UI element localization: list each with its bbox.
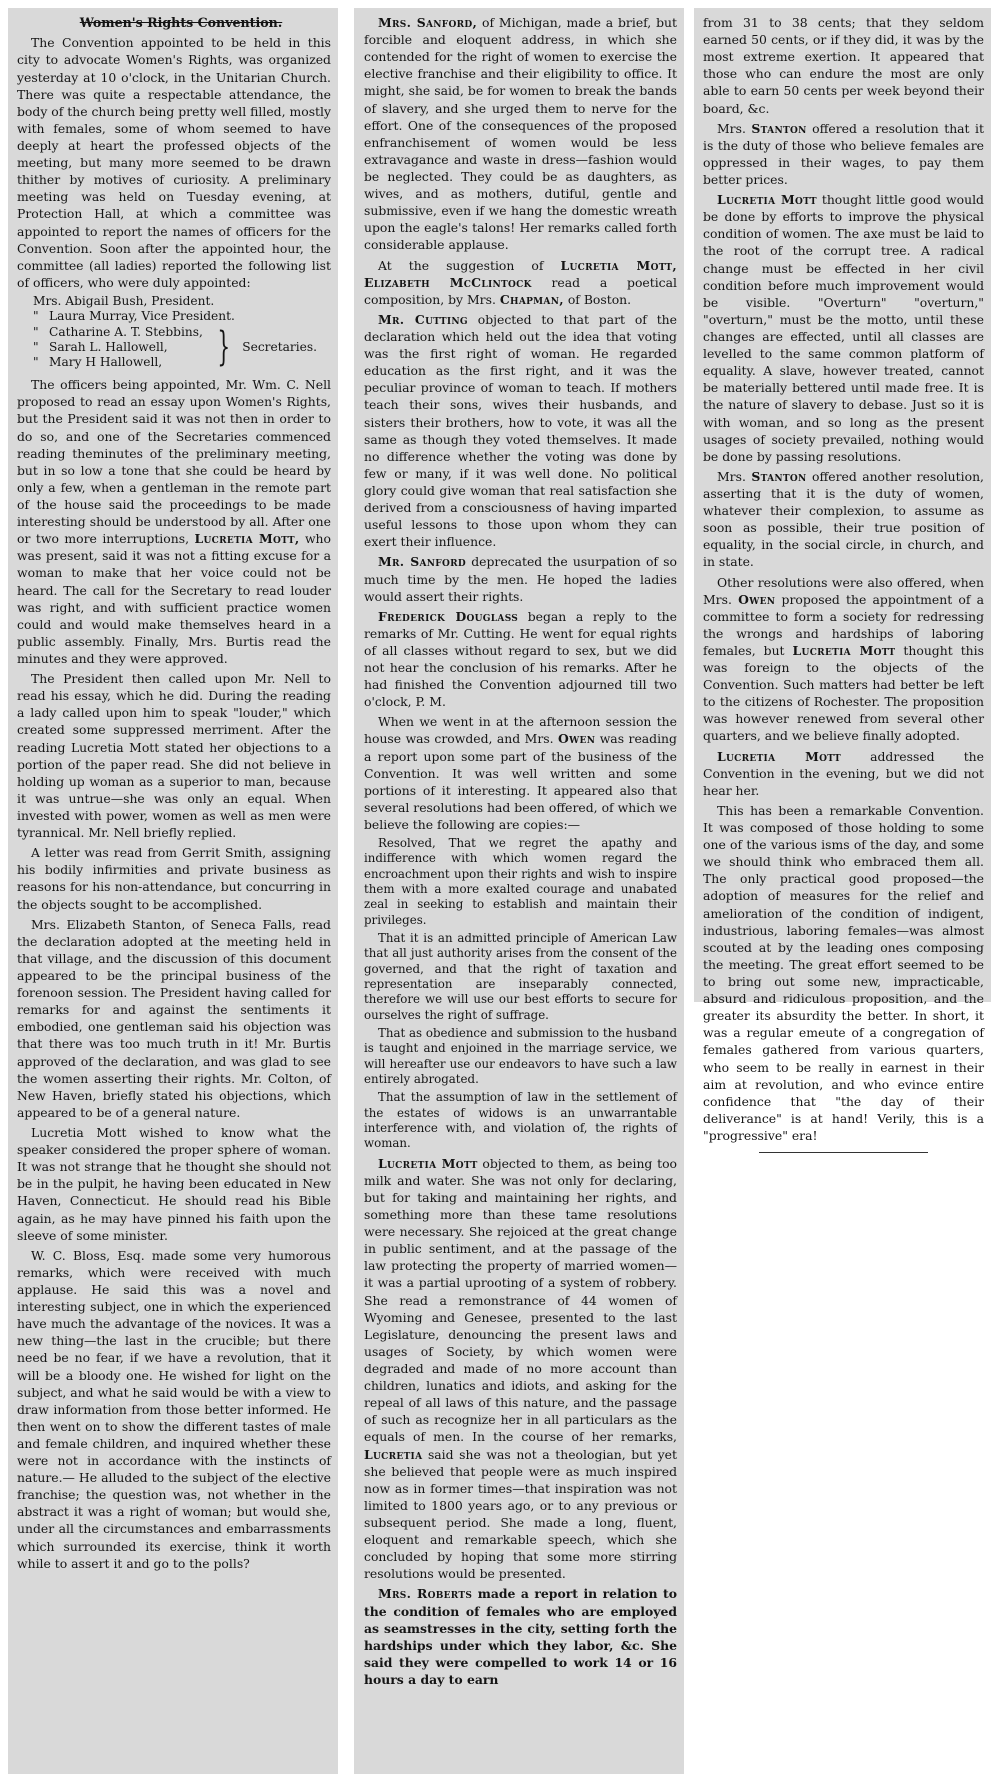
paragraph-stanton-declaration: Mrs. Elizabeth Stanton, of Seneca Falls, read the declaration adopted at the meeting held in that village, and the discussion of this document appeared to be the principal business of the forenoon session. The President having called for remarks for and against the sentiments it embodied, one gentleman said his objection was that there was too much truth in it! Mr. Burtis approved of the declaration, and was glad to see the women asserting their rights. Mr. Colton, of New Haven, briefly stated his objections, which appeared to be of a general nature. [17, 916, 331, 1120]
paragraph-roberts-report [364, 1585, 677, 1688]
secretaries-label: Secretaries. [242, 339, 317, 354]
paragraph-text: At the suggestion of [378, 257, 544, 273]
paragraph-mott-milk-and-water [364, 1155, 677, 1583]
paragraph-text: read a poetical composition, by Mrs. [364, 274, 677, 307]
secretary-row [33, 355, 203, 370]
secretary-row [33, 325, 203, 340]
officer-secretaries [33, 325, 331, 371]
speaker-name: Lucretia Mott, [194, 531, 300, 547]
paragraph-text: When we went in at the afternoon session the house was crowded, and Mrs. [364, 714, 677, 747]
resolution-taxation: That it is an admitted principle of American Law that all just authority arises from the consent of the governed, and that the right of taxation and representation are inseparably connected, therefore we will use our best efforts to secure for ourselves the right of suffrage. [364, 931, 677, 1022]
speaker-name: Frederick Douglass [378, 608, 519, 624]
speaker-name: Chapman, [499, 291, 564, 307]
speaker-name: Stanton [751, 468, 807, 484]
speaker-name: Mr. Cutting [378, 311, 468, 327]
speaker-name: Lucretia Mott, Elizabeth [364, 257, 677, 290]
brace-glyph: } [217, 324, 230, 371]
secretary-name: Mary H Hallowell, [49, 355, 163, 370]
officer-vice-president [33, 309, 331, 324]
speaker-name: Lucretia Mott [717, 192, 817, 208]
paragraph-poetical-composition [364, 257, 677, 308]
ditto-mark: " [33, 324, 39, 339]
paragraph-text: objected to that part of the declaration which held out the idea that voting was the first right of woman. He regarded education as the first right, and it was the peculiar province of woman to teach. If mothers teach their sons, wives their husbands, and sisters their brothers, how to vote, it was all the same as though they voted themselves. It made no difference whether the voting was done by few or many, if it was well done. No political glory could give woman that real satisfaction she derived from a consciousness of having imparted useful lessons to those upon whom they can exert their influence. [364, 311, 677, 550]
speaker-name: Owen [558, 731, 596, 747]
paragraph-nell-essay-proposal [17, 376, 331, 667]
paragraph-sanford-usurpation [364, 553, 677, 604]
paragraph-text: Mrs. [717, 120, 746, 136]
speaker-name: Lucretia Mott [378, 1155, 478, 1171]
paragraph-sanford-address [364, 14, 677, 254]
paragraph-text: offered another resolution, asserting that it is the duty of women, whatever their complexion, to assume as soon as possible, their true position of equality, in the social circle, in church, and in state. [703, 468, 984, 570]
secretary-name: Sarah L. Hallowell, [49, 339, 168, 354]
ditto-mark: " [33, 355, 39, 370]
paragraph-text: Mrs. [717, 468, 746, 484]
column-3 [694, 8, 991, 1143]
column-2 [354, 8, 684, 1774]
paragraph-text: objected to them, as being too milk and water. She was not only for declaring, but for taking and maintaining her rights, and something more than these tame resolutions were necessary. She rejoiced at the great change in public sentiment, and at the passage of the law protecting the property of married women—it was a partial uprooting of a system of robbery. She read a remonstrance of 44 women of Wyoming and Genesee, presented to the last Legislature, denouncing the present laws and usages of Society, by which women were degraded and made of no more account than children, lunatics and idiots, and asking for the repeal of all laws of this nature, and the passage of such as recognize her in all particulars as the equals of men. In the course of her remarks, [364, 1155, 678, 1445]
secretary-row [33, 340, 203, 355]
paragraph-text: of Michigan, made a brief, but forcible and eloquent address, in which she contended for the right of women to exercise the elective franchise and their eligibility to office. It might, she said, be for women to break the bands of slavery, and she urged them to nerve for the effort. One of the consequences of the proposed enfranchisement of women would be less extravagance and waste in dress—fashion would be neglected. They could be as daughters, as wives, and as mothers, dutiful, gentle and submissive, even if we hang the domestic wreath upon the eagle's talons! Her remarks called forth considerable applause. [364, 15, 677, 253]
paragraph-gerrit-smith-letter: A letter was read from Gerrit Smith, assigning his bodily infirmities and private business as reasons for his non-attendance, but concurring in the objects sought to be accomplished. [17, 845, 331, 912]
paragraph-text: deprecated the usurpation of so much time by the men. He hoped the ladies would assert their rights. [364, 554, 677, 604]
speaker-name: Mrs. Sanford, [378, 15, 478, 30]
paragraph-convention-opening: The Convention appointed to be held in this city to advocate Women's Rights, was organized yesterday at 10 o'clock, in the Unitarian Church. There was quite a respectable attendance, the body of the church being pretty well filled, mostly with females, some of whom seemed to have deeply at heart the professed objects of the meeting, but many more seemed to be drawn thither by motives of curiosity. A preliminary meeting was held on Tuesday evening, at Protection Hall, at which a committee was appointed to report the names of officers for the Convention. Soon after the appointed hour, the committee (all ladies) reported the following list of officers, who were duly appointed: [17, 35, 331, 290]
speaker-name: Mr. Sanford [378, 554, 467, 570]
speaker-name: Owen [738, 591, 776, 607]
secretary-name: Catharine A. T. Stebbins, [49, 324, 203, 339]
paragraph-douglass-reply [364, 608, 677, 711]
paragraph-text: addressed the Convention in the evening, but we did not hear her. [703, 748, 984, 798]
paragraph-text: The officers being appointed, Mr. Wm. C. Nell proposed to read an essay upon Women's Rights, but the President said it was not then in order to do so, and one of the Secretaries commenced reading theminutes of the preliminary meeting, but in so low a tone that she could be heard by only a few, when a gentleman in the remote part of the house said the proceedings to be made interesting should be understood by all. After one or two more interruptions, [17, 377, 331, 547]
article-headline: Women's Rights Convention. [79, 15, 283, 30]
speaker-name: Lucretia [364, 1446, 423, 1462]
paragraph-nell-essay-reading: The President then called upon Mr. Nell to read his essay, which he did. During the reading a lady called upon him to speak "louder," which created some suppressed merriment. After the reading Lucretia Mott stated her objections to a portion of the paper read. She did not believe in holding up woman as a superior to man, because it was untrue—she was only an equal. When invested with power, women as well as men were tyrannical. Mr. Nell briefly replied. [17, 671, 331, 841]
paragraph-text: Other resolutions were also offered, when Mrs. [703, 574, 984, 607]
paragraph-text: proposed the appointment of a committee to form a society for redressing the wrongs and hardships of laboring females, but [703, 591, 984, 658]
paragraph-bloss-remarks: W. C. Bloss, Esq. made some very humorous remarks, which were received with much applause. He said this was a novel and interesting subject, one in which the experienced have much the advantage of the novices. It was a new thing—the last in the crucible; but there need be no fear, if we have a revolution, that it will be a bloody one. He wished for light on the subject, and what he said would be with a view to draw information from those better informed. He then went on to show the different tastes of male and female children, and inquired whether these were not in accordance with the instincts of nature.— He alluded to the subject of the elective franchise; the question was, not whether in the abstract it was a right of woman; but would she, under all the circumstances and embarrassments which surrounded its exercise, think it worth while to assert it and go to the polls? [17, 1247, 331, 1571]
paragraph-text: was reading a report upon some part of the business of the Convention. It was well written and some portions of it interesting. It appeared also that several resolutions had been offered, of which we believe the following are copies:— [364, 731, 677, 833]
officer-vice-president-text: Laura Murray, Vice President. [49, 309, 235, 324]
paragraph-text: of Boston. [567, 291, 632, 307]
speaker-name: McClintock [449, 274, 532, 290]
speaker-name: Mrs. Roberts [378, 1586, 473, 1602]
column-1 [8, 8, 338, 1774]
secretary-names [33, 325, 203, 371]
resolution-widows-estates: That the assumption of law in the settlement of the estates of widows is an unwarrantable interference with, and violation of, the rights of woman. [364, 1090, 677, 1151]
officer-president-text: Mrs. Abigail Bush, President. [33, 294, 215, 309]
paragraph-stanton-wages-resolution [703, 120, 984, 188]
paragraph-text: thought this was foreign to the objects of the Convention. Such matters had better be left to the citizens of Rochester. The proposition was however renewed from several other quarters, and we believe finally adopted. [703, 642, 984, 744]
ditto-mark: " [33, 339, 39, 354]
resolution-apathy: Resolved, That we regret the apathy and indifference with which women regard the encroachment upon their rights and wish to inspire them with a more exalted courage and unabated zeal in seeking to establish and maintain their privileges. [364, 836, 677, 927]
paragraph-owen-committee [703, 574, 984, 745]
speaker-name: Lucretia Mott [717, 748, 841, 764]
ditto-mark: " [33, 309, 39, 324]
end-rule [759, 1152, 928, 1153]
paragraph-text: who was present, said it was not a fitting excuse for a woman to make that her voice could not be heard. The call for the Secretary to read louder was right, and with sufficient practice women could and would make themselves heard in a public assembly. Finally, Mrs. Burtis read the minutes and they were approved. [17, 531, 331, 667]
paragraph-mott-evening-address [703, 748, 984, 799]
paragraph-text: said she was not a theologian, but yet she believed that people were as much inspired now as in former times—that inspiration was not limited to 1800 years ago, or to any previous or subsequent period. She made a long, fluent, eloquent and remarkable speech, which she concluded by hoping that some more stirring resolutions would be presented. [364, 1446, 677, 1582]
paragraph-text: offered a resolution that it is the duty of those who believe females are oppressed in their wages, to pay them better prices. [703, 120, 984, 187]
paragraph-text: made a report in relation to the condition of females who are employed as seamstresses in the city, setting forth the hardships under which they labor, &c. She said they were compelled to work 14 or 16 hours a day to earn [364, 1586, 677, 1687]
paragraph-mott-radical-change [703, 191, 984, 465]
paragraph-cutting-objection [364, 311, 677, 551]
paragraph-text: thought little good would be done by efforts to improve the physical condition of women. The axe must be laid to the root of the corrupt tree. A radical change must be effected in her civil condition before much improvement would be visible. "Overturn" "overturn," "overturn," must be the motto, until these changes are effected, until all classes are levelled to the same common platform of equality. A slave, however treated, cannot be materially bettered until made free. It is the nature of slavery to debase. Just so it is with woman, and so long as the present usages of society prevailed, nothing would be done by passing resolutions. [703, 192, 984, 464]
paragraph-text: began a reply to the remarks of Mr. Cutting. He went for equal rights of all classes without regard to sex, but we did not hear the conclusion of his remarks. After he had finished the Convention adjourned till two o'clock, P. M. [364, 608, 677, 710]
paragraph-stanton-equality-resolution [703, 468, 984, 571]
officers-list [33, 294, 331, 370]
resolution-obedience: That as obedience and submission to the husband is taught and enjoined in the marriage service, we will hereafter use our endeavors to have such a law entirely abrogated. [364, 1026, 677, 1087]
paragraph-afternoon-session [364, 713, 677, 833]
speaker-name: Lucretia Mott [792, 642, 896, 658]
paragraph-editorial-conclusion: This has been a remarkable Convention. It was composed of those holding to some one of the various isms of the day, and some we should think who embraced them all. The only practical good proposed—the adoption of measures for the relief and amelioration of the condition of indigent, industrious, laboring females—was almost scouted at by the leading ones composing the meeting. The great effort seemed to be to bring out some new, impracticable, absurd and ridiculous proposition, and the greater its absurdity the better. In short, it was a regular emeute of a congregation of females gathered from various quarters, who seem to be really in earnest in their aim at revolution, and who evince entire confidence that "the day of their deliverance" is at hand! Verily, this is a "progressive" era! [703, 802, 984, 1143]
speaker-name: Stanton [751, 120, 807, 136]
officer-president [33, 294, 331, 309]
paragraph-seamstress-wages: from 31 to 38 cents; that they seldom earned 50 cents, or if they did, it was by the most extreme exertion. It appeared that those who can endure the most are only able to earn 50 cents per week beyond their board, &c. [703, 15, 984, 116]
paragraph-mott-sphere-of-woman: Lucretia Mott wished to know what the speaker considered the proper sphere of woman. It was not strange that he thought she should not be in the pulpit, he having been educated in New Haven, Connecticut. He should read his Bible again, as he may have pinned his faith upon the sleeve of some minister. [17, 1124, 331, 1243]
